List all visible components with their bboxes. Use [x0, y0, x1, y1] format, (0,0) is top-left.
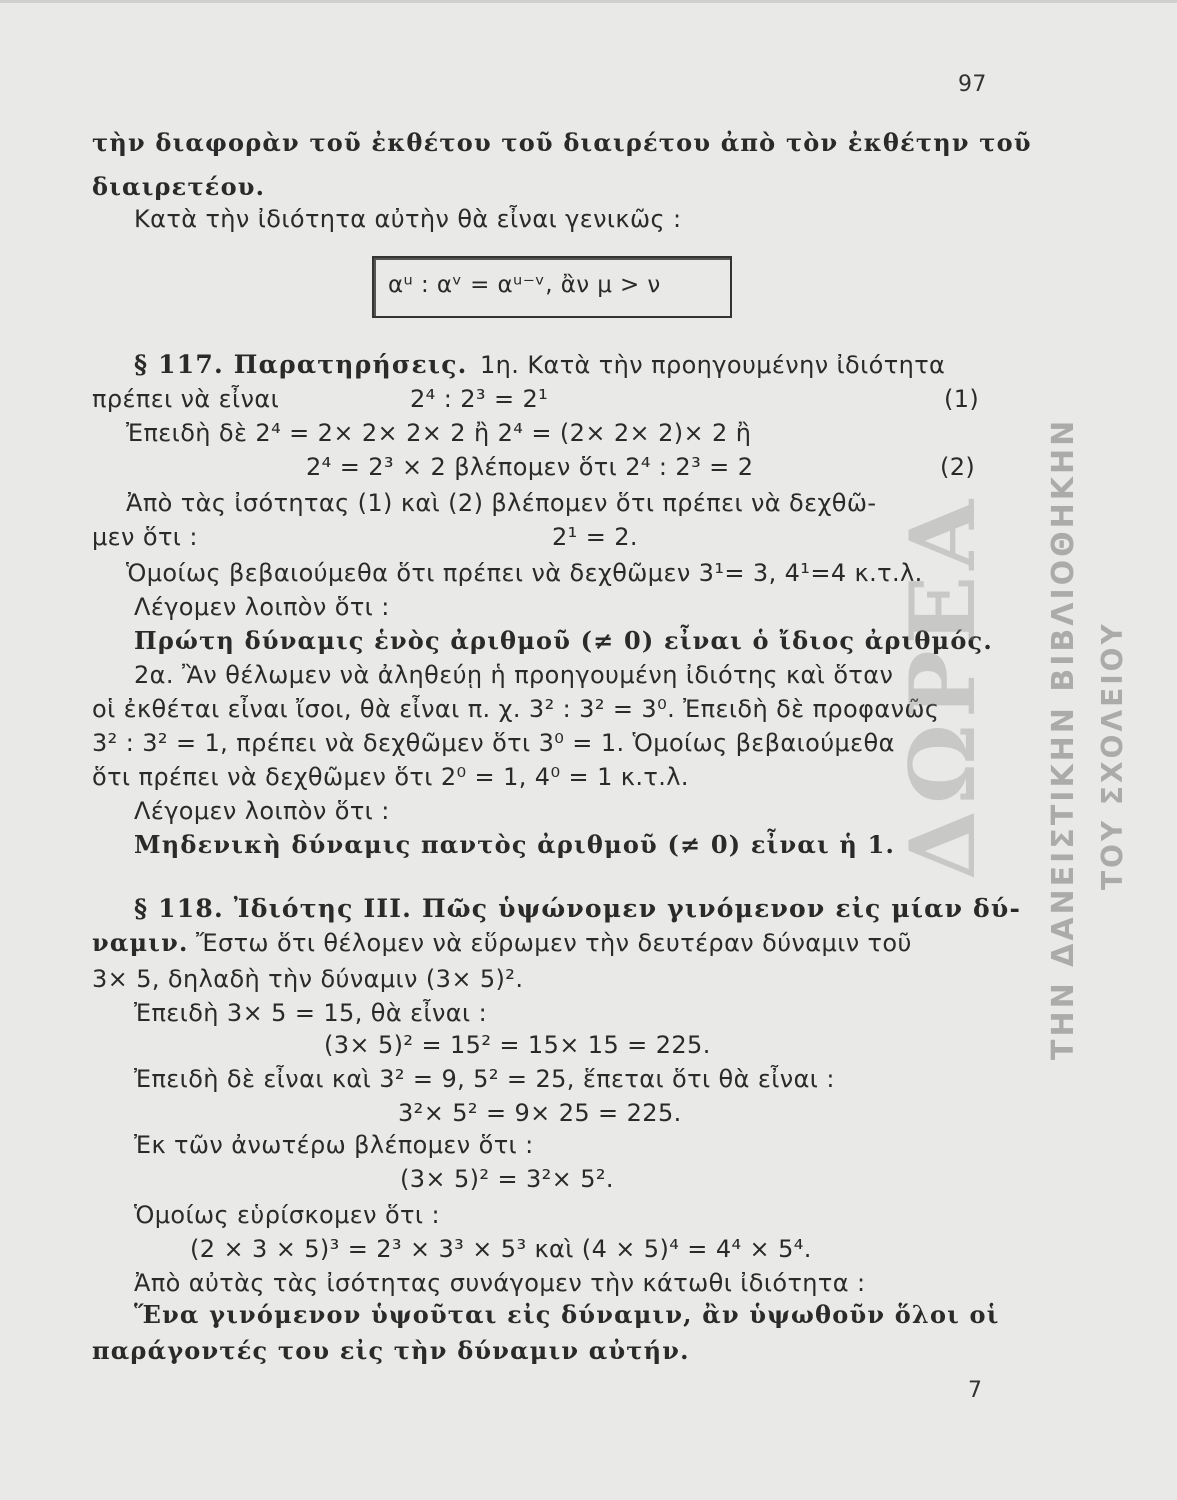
text-line: 2α. Ἂν θέλωμεν νὰ ἀληθεύῃ ἡ προηγουμένη ἰδιότης καὶ ὅταν — [134, 661, 894, 689]
signature-mark: 7 — [968, 1378, 983, 1403]
equation: (3× 5)² = 3²× 5². — [400, 1165, 614, 1193]
text-line: Ἐπειδὴ 3× 5 = 15, θὰ εἶναι : — [134, 999, 488, 1027]
equation: 2⁴ = 2³ × 2 βλέπομεν ὅτι 2⁴ : 2³ = 2 — [306, 453, 754, 481]
equation: 3²× 5² = 9× 25 = 225. — [398, 1099, 682, 1127]
equation: 2⁴ : 2³ = 2¹ — [410, 385, 549, 413]
text-line: ὅτι πρέπει νὰ δεχθῶμεν ὅτι 2⁰ = 1, 4⁰ = 1 κ.τ.λ. — [92, 763, 689, 791]
text-line: Ἐπειδὴ δὲ 2⁴ = 2× 2× 2× 2 ἢ 2⁴ = (2× 2× 2)× 2 ἢ — [126, 419, 752, 447]
library-stamp-line2: ΤΟΥ ΣΧΟΛΕΙΟΥ — [1096, 621, 1129, 890]
text-line: Ἐπειδὴ δὲ εἶναι καὶ 3² = 9, 5² = 25, ἕπεται ὅτι θὰ εἶναι : — [134, 1065, 835, 1093]
text-line: 3² : 3² = 1, πρέπει νὰ δεχθῶμεν ὅτι 3⁰ = 1. Ὁμοίως βεβαιούμεθα — [92, 729, 895, 757]
donation-stamp-large: ΔΩΡΕΑ — [890, 493, 996, 880]
text-line: τὴν διαφορὰν τοῦ ἐκθέτου τοῦ διαιρέτου ἀπὸ τὸν ἐκθέτην τοῦ — [92, 128, 1032, 157]
text-line: 3× 5, δηλαδὴ τὴν δύναμιν (3× 5)². — [92, 965, 524, 993]
text-line: Κατὰ τὴν ἰδιότητα αὐτὴν θὰ εἶναι γενικῶς : — [134, 205, 682, 233]
text-line: Λέγομεν λοιπὸν ὅτι : — [134, 797, 390, 825]
text-line: Ἐκ τῶν ἀνωτέρω βλέπομεν ὅτι : — [134, 1131, 534, 1159]
text-line: πρέπει νὰ εἶναι — [92, 385, 280, 413]
text-line: οἱ ἐκθέται εἶναι ἴσοι, θὰ εἶναι π. χ. 3² : 3² = 3⁰. Ἐπειδὴ δὲ προφανῶς — [92, 695, 940, 723]
text-line: 1η. Κατὰ τὴν προηγουμένην ἰδιότητα — [480, 351, 946, 379]
equation-number: (2) — [940, 453, 976, 481]
text-line: μεν ὅτι : — [92, 523, 198, 551]
text-line: ναμιν. — [92, 928, 189, 957]
text-line: Ὁμοίως βεβαιούμεθα ὅτι πρέπει νὰ δεχθῶμεν 3¹= 3, 4¹=4 κ.τ.λ. — [126, 559, 923, 587]
library-stamp-line1: ΤΗΝ ΔΑΝΕΙΣΤΙΚΗΝ ΒΙΒΛΙΟΘΗΚΗΝ — [1046, 417, 1081, 1060]
text-line: Ἀπὸ αὐτὰς τὰς ἰσότητας συνάγομεν τὴν κάτωθι ἰδιότητα : — [134, 1269, 866, 1297]
text-line: Ἀπὸ τὰς ἰσότητας (1) καὶ (2) βλέπομεν ὅτι πρέπει νὰ δεχθῶ- — [126, 489, 877, 517]
rule-statement: παράγοντές του εἰς τὴν δύναμιν αὐτήν. — [92, 1336, 690, 1365]
rule-statement: Μηδενικὴ δύναμις παντὸς ἀριθμοῦ (≠ 0) εἶναι ἡ 1. — [134, 830, 896, 859]
text-line: Λέγομεν λοιπὸν ὅτι : — [134, 593, 390, 621]
text-line: Ἔστω ὅτι θέλομεν νὰ εὕρωμεν τὴν δευτέραν δύναμιν τοῦ — [196, 929, 912, 957]
section-117-heading: § 117. Παρατηρήσεις. — [134, 350, 468, 379]
top-edge-rule — [0, 0, 1177, 3]
formula-box — [372, 256, 732, 318]
rule-statement: Ἕνα γινόμενον ὑψοῦται εἰς δύναμιν, ἂν ὑψωθοῦν ὅλοι οἱ — [134, 1300, 1000, 1329]
page-number: 97 — [958, 72, 987, 97]
equation: (3× 5)² = 15² = 15× 15 = 225. — [324, 1031, 711, 1059]
text-line: Ὁμοίως εὑρίσκομεν ὅτι : — [134, 1201, 440, 1229]
rule-statement: Πρώτη δύναμις ἑνὸς ἀριθμοῦ (≠ 0) εἶναι ὁ ἴδιος ἀριθμός. — [134, 626, 993, 655]
equation-number: (1) — [944, 385, 980, 413]
equation: (2 × 3 × 5)³ = 2³ × 3³ × 5³ καὶ (4 × 5)⁴ = 4⁴ × 5⁴. — [190, 1235, 812, 1263]
boxed-formula: αᵘ : αᵛ = αᵘ⁻ᵛ, ἂν μ > ν — [388, 272, 661, 298]
equation: 2¹ = 2. — [552, 523, 638, 551]
text-line: διαιρετέου. — [92, 172, 266, 201]
section-118-heading: § 118. Ἰδιότης III. Πῶς ὑψώνομεν γινόμενον εἰς μίαν δύ- — [134, 894, 1022, 923]
